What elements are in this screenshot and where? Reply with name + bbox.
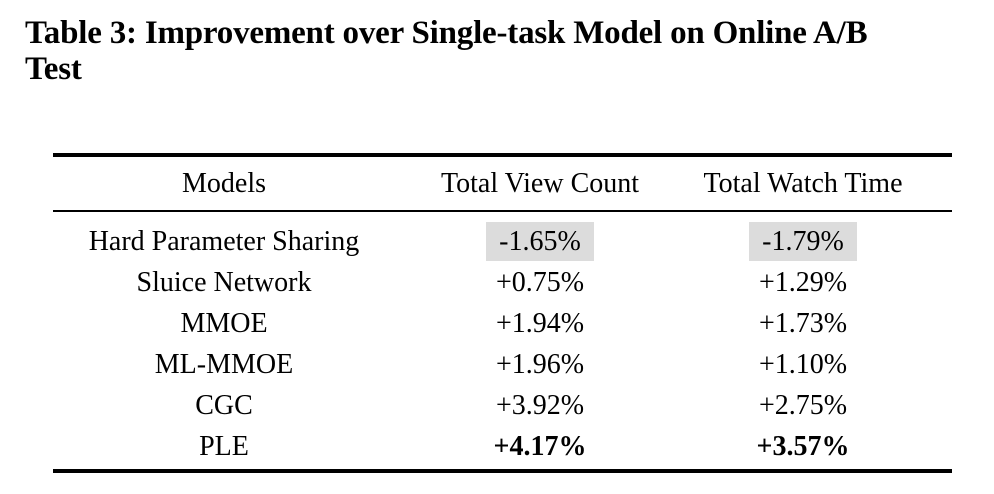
- value: +0.75%: [495, 266, 585, 298]
- table-row: [53, 303, 952, 344]
- table-row: [53, 426, 952, 467]
- total-view-count-cell: [395, 267, 685, 299]
- best-value: +4.17%: [493, 430, 587, 462]
- total-view-count-cell: [395, 308, 685, 340]
- model-name: Sluice Network: [136, 266, 312, 298]
- column-header-total-watch-time: Total Watch Time: [703, 167, 903, 199]
- table-body: [53, 212, 952, 469]
- table-header-row: [53, 157, 952, 210]
- results-table: [53, 153, 952, 473]
- total-watch-time-cell: [685, 431, 921, 463]
- value: +1.29%: [758, 266, 848, 298]
- table-row: [53, 262, 952, 303]
- table-bottom-rule: [53, 469, 952, 473]
- value: +1.94%: [495, 307, 585, 339]
- table-row: [53, 344, 952, 385]
- highlighted-value: -1.65%: [486, 222, 594, 261]
- highlighted-value: -1.79%: [749, 222, 857, 261]
- model-name: Hard Parameter Sharing: [88, 225, 360, 257]
- model-name: PLE: [199, 430, 249, 462]
- table-row: [53, 385, 952, 426]
- model-name: CGC: [195, 389, 253, 421]
- table-row: [53, 221, 952, 262]
- column-header-total-view-count: Total View Count: [440, 167, 640, 199]
- total-watch-time-cell: [685, 267, 921, 299]
- total-watch-time-cell: [685, 226, 921, 258]
- total-watch-time-cell: [685, 349, 921, 381]
- model-name: MMOE: [180, 307, 268, 339]
- value: +2.75%: [758, 389, 848, 421]
- total-view-count-cell: [395, 431, 685, 463]
- column-header-models: Models: [182, 167, 266, 199]
- value: +3.92%: [495, 389, 585, 421]
- best-value: +3.57%: [756, 430, 850, 462]
- value: +1.10%: [758, 348, 848, 380]
- value: +1.96%: [495, 348, 585, 380]
- total-view-count-cell: [395, 349, 685, 381]
- table-caption-line-1: Table 3: Improvement over Single-task Model on Online A/B: [25, 15, 868, 51]
- value: +1.73%: [758, 307, 848, 339]
- table-caption-line-2: Test: [25, 51, 82, 87]
- total-watch-time-cell: [685, 390, 921, 422]
- table-caption: [25, 15, 867, 87]
- model-name: ML-MMOE: [154, 348, 294, 380]
- total-view-count-cell: [395, 390, 685, 422]
- total-view-count-cell: [395, 226, 685, 258]
- total-watch-time-cell: [685, 308, 921, 340]
